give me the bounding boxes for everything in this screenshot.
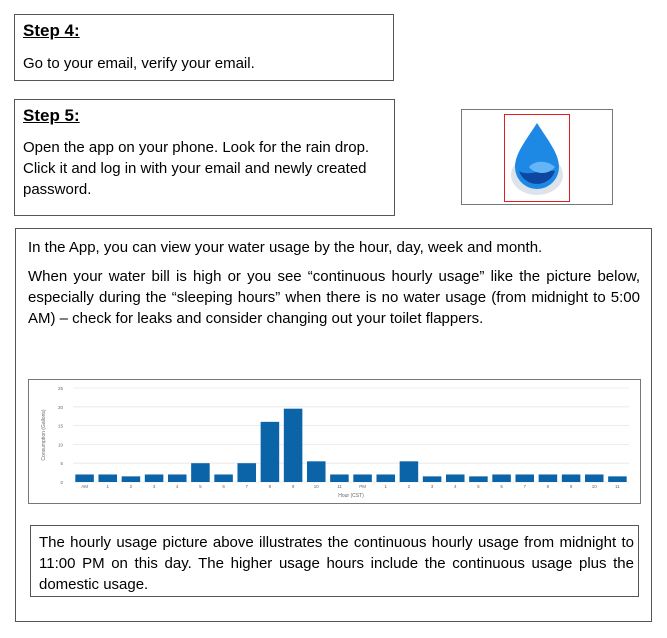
bar bbox=[585, 474, 604, 482]
bar bbox=[376, 474, 395, 482]
step-4-title: Step 4: bbox=[23, 21, 80, 40]
x-tick-label: 6 bbox=[222, 484, 225, 489]
bar bbox=[608, 476, 627, 482]
bar bbox=[75, 474, 94, 482]
x-tick-label: 7 bbox=[245, 484, 249, 489]
y-tick-label: 15 bbox=[57, 423, 63, 429]
y-tick-label: 0 bbox=[60, 480, 63, 485]
usage-views-text: In the App, you can view your water usage by the hour, day, week and month. bbox=[28, 239, 543, 256]
x-tick-label: 10 bbox=[313, 484, 319, 489]
leak-check-text: When your water bill is high or you see “continuous hourly usage” like the picture below, especially during the “sleeping hours” when there is no water usage (from midnight to 5:00 AM) – check for leaks and consider changing out your toilet flappers. bbox=[28, 268, 640, 327]
step-5-title: Step 5: bbox=[23, 106, 80, 125]
bar bbox=[446, 474, 465, 482]
x-tick-label: 10 bbox=[591, 484, 597, 489]
y-tick-label: 10 bbox=[57, 442, 63, 448]
main-content-box bbox=[15, 228, 652, 622]
bar bbox=[261, 422, 280, 482]
y-tick-label: 20 bbox=[57, 404, 63, 410]
bar bbox=[214, 474, 233, 482]
caption-box bbox=[30, 525, 639, 597]
bar bbox=[492, 474, 511, 482]
bar bbox=[122, 476, 141, 482]
x-tick-label: 8 bbox=[546, 484, 550, 489]
bar bbox=[98, 474, 117, 482]
bar bbox=[284, 409, 303, 482]
x-tick-label: 9 bbox=[291, 484, 295, 489]
bar bbox=[562, 474, 581, 482]
x-tick-label: 8 bbox=[268, 484, 272, 489]
step-5-text: Open the app on your phone. Look for the rain drop. Click it and log in with your email and newly created password. bbox=[23, 139, 370, 198]
x-tick-label: 3 bbox=[430, 484, 434, 489]
bar bbox=[539, 474, 558, 482]
step-4-text: Go to your email, verify your email. bbox=[23, 55, 255, 72]
bar bbox=[307, 461, 326, 482]
y-tick-label: 5 bbox=[60, 461, 63, 467]
x-tick-label: 7 bbox=[523, 484, 527, 489]
x-tick-label: 9 bbox=[569, 484, 573, 489]
caption-text: The hourly usage picture above illustrates the continuous hourly usage from midnight to 11:00 PM on this day. The higher usage hours include the continuous usage plus the domestic usage. bbox=[39, 534, 634, 593]
bar bbox=[191, 463, 210, 482]
x-axis-label: Hour (CST) bbox=[338, 493, 364, 499]
bar bbox=[515, 474, 534, 482]
x-tick-label: 4 bbox=[453, 484, 457, 489]
app-icon-frame bbox=[504, 114, 570, 202]
bar bbox=[168, 474, 187, 482]
x-tick-label: 5 bbox=[477, 484, 480, 489]
step-4-box bbox=[14, 14, 394, 81]
x-tick-label: 2 bbox=[407, 484, 411, 489]
y-axis-label: Consumption (Gallons) bbox=[41, 409, 47, 461]
bar bbox=[330, 474, 349, 482]
bar bbox=[423, 476, 442, 482]
x-tick-label: 5 bbox=[199, 484, 202, 489]
bar bbox=[400, 461, 419, 482]
bar bbox=[353, 474, 372, 482]
x-tick-label: 4 bbox=[175, 484, 179, 489]
x-tick-label: 2 bbox=[129, 484, 133, 489]
x-tick-label: 1 bbox=[106, 484, 110, 489]
y-tick-label: 25 bbox=[57, 386, 63, 391]
app-icon-box bbox=[461, 109, 613, 205]
chart-svg bbox=[29, 380, 638, 501]
bar bbox=[469, 476, 488, 482]
x-tick-label: 1 bbox=[384, 484, 388, 489]
hourly-usage-chart bbox=[28, 379, 641, 504]
bar bbox=[237, 463, 256, 482]
bar bbox=[145, 474, 164, 482]
x-tick-label: 6 bbox=[500, 484, 503, 489]
water-drop-icon bbox=[505, 115, 569, 201]
x-tick-label: AM bbox=[81, 484, 88, 489]
step-5-box bbox=[14, 99, 395, 216]
x-tick-label: PM bbox=[359, 484, 366, 489]
x-tick-label: 11 bbox=[337, 484, 342, 489]
x-tick-label: 3 bbox=[152, 484, 156, 489]
x-tick-label: 11 bbox=[615, 484, 620, 489]
